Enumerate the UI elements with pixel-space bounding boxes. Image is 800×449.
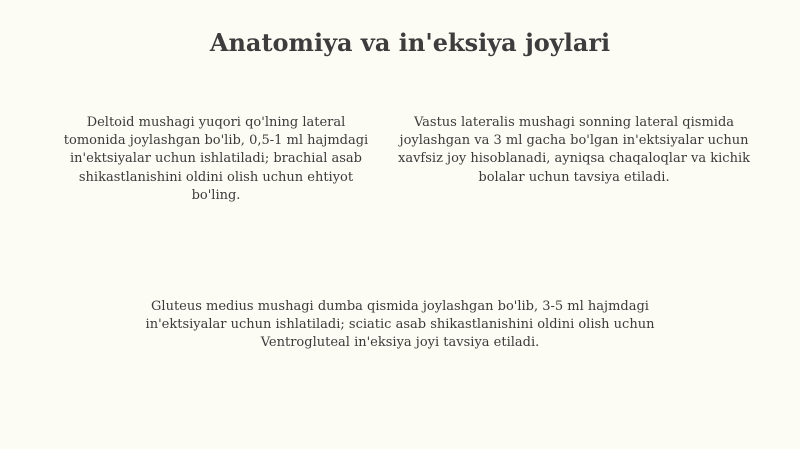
slide-title: Anatomiya va in'eksiya joylari [209,28,611,57]
gluteus-medius-paragraph: Gluteus medius mushagi dumba qismida joylashgan bo'lib, 3-5 ml hajmdagi in'ektsiyalar uchun ishlatiladi; sciatic asab shikastlanishini oldini olish uchun Ventrogluteal in'eksiya joyi tavsiya etiladi. [145,299,655,351]
vastus-lateralis-paragraph: Vastus lateralis mushagi sonning lateral qismida joylashgan va 3 ml gacha bo'lgan in'ektsiyalar uchun xavfsiz joy hisoblanadi, ayniqsa chaqaloqlar va kichik bolalar uchun tavsiya etiladi. [398,115,750,185]
deltoid-paragraph: Deltoid mushagi yuqori qo'lning lateral tomonida joylashgan bo'lib, 0,5-1 ml hajmdagi in'ektsiyalar uchun ishlatiladi; brachial asab shikastlanishini oldini olish uchun ehtiyot bo'ling. [63,115,369,203]
